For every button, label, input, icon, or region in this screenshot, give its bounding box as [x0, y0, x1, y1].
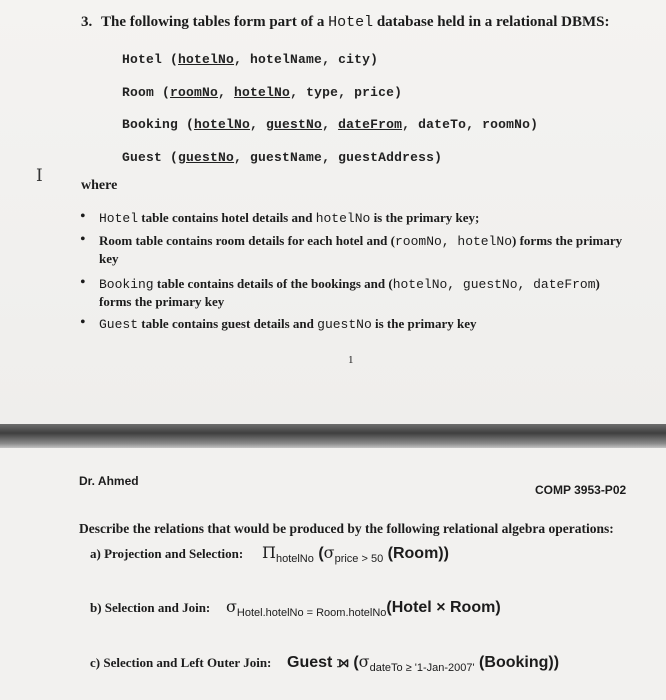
bullet-segment: guestNo	[317, 317, 372, 332]
schema-hotel	[122, 52, 378, 67]
schema-separator: ,	[290, 85, 307, 100]
algebra-item-label: b) Selection and Join:	[90, 600, 211, 615]
schema-table-name: Hotel (	[122, 52, 179, 67]
schema-separator: ,	[322, 117, 339, 132]
expr-subscript: dateTo ≥ '1-Jan-2007'	[369, 662, 475, 674]
bullet-dot: •	[80, 314, 86, 331]
bullet-line	[99, 294, 224, 310]
header-author: Dr. Ahmed	[79, 474, 139, 488]
bullet-segment: Guest	[99, 317, 139, 332]
bullet-segment: hotelNo	[315, 211, 371, 226]
question-number: 3.	[81, 14, 93, 30]
bullet-segment: table contains guest details and	[138, 316, 318, 331]
schema-attribute: type	[306, 85, 339, 100]
algebra-expression	[287, 652, 559, 672]
expr-subscript: price > 50	[334, 553, 384, 565]
bullet-dot: •	[80, 231, 86, 248]
schema-separator: )	[434, 150, 443, 165]
schema-attribute: hotelName	[250, 52, 323, 67]
expr-subscript: Hotel.hotelNo = Room.hotelNo	[236, 607, 387, 619]
bullet-segment: Room table contains room details for each hotel and (	[99, 233, 395, 248]
schema-attribute: price	[354, 85, 395, 100]
bullet-dot: •	[80, 274, 86, 291]
bullet-segment: )	[595, 276, 600, 291]
bullet-segment: table contains hotel details and	[138, 210, 316, 225]
expr-operator: σ	[358, 652, 370, 671]
question-text-after: database held in a relational DBMS:	[376, 14, 610, 30]
schema-separator: )	[370, 52, 379, 67]
bullet-dot: •	[80, 208, 86, 225]
schema-separator: ,	[466, 117, 483, 132]
question-text	[101, 14, 610, 31]
schema-table-name: Guest (	[122, 150, 179, 165]
expr-term: (Booking))	[474, 654, 560, 671]
expr-term: (	[313, 545, 324, 562]
expr-operator: σ	[323, 543, 335, 562]
schema-attribute: roomNo	[170, 85, 219, 100]
bullet-segment: is the primary key;	[370, 210, 480, 225]
schema-table-name: Room (	[122, 85, 171, 100]
bullet-segment: is the primary key	[371, 316, 477, 331]
schema-room	[122, 85, 402, 100]
expr-term: (Room))	[383, 545, 449, 562]
schema-attribute: guestName	[250, 150, 323, 165]
algebra-item-label: c) Selection and Left Outer Join:	[90, 655, 272, 670]
bullet-segment: hotelNo, guestNo, dateFrom	[392, 277, 596, 292]
bullet-line	[99, 251, 119, 267]
schema-separator: ,	[402, 117, 419, 132]
expr-term: (Hotel × Room)	[386, 599, 501, 616]
schema-separator: ,	[250, 117, 267, 132]
bullet-segment: key	[99, 251, 119, 266]
schema-separator: )	[530, 117, 539, 132]
bullet-segment: forms the primary key	[99, 294, 225, 309]
bullet-segment: table contains details of the bookings and (	[153, 276, 393, 291]
bullet-line	[99, 276, 600, 292]
algebra-expression	[226, 597, 501, 617]
schema-separator: )	[394, 85, 403, 100]
schema-attribute: hotelNo	[234, 85, 291, 100]
expr-operator: σ	[226, 597, 237, 616]
bullet-segment: Hotel	[99, 211, 139, 226]
algebra-expression	[262, 543, 449, 563]
schema-attribute: dateFrom	[338, 117, 403, 132]
schema-separator: ,	[234, 150, 251, 165]
expr-term: Guest ⟕ (	[287, 654, 359, 671]
schema-separator: ,	[234, 52, 251, 67]
schema-booking	[122, 117, 538, 132]
schema-separator: ,	[218, 85, 235, 100]
page-gap-shadow	[0, 424, 666, 450]
schema-attribute: roomNo	[482, 117, 531, 132]
schema-attribute: guestAddress	[338, 150, 435, 165]
schema-attribute: hotelNo	[194, 117, 251, 132]
expr-subscript: hotelNo	[275, 553, 314, 565]
question-text-before: The following tables form part of a	[101, 14, 325, 30]
bullet-line	[99, 210, 479, 226]
header-course: COMP 3953-P02	[535, 483, 627, 497]
bullet-line	[99, 316, 476, 332]
schema-attribute: city	[338, 52, 371, 67]
expr-operator: Π	[262, 543, 276, 562]
schema-attribute: guestNo	[266, 117, 323, 132]
bullet-segment: Booking	[99, 277, 154, 292]
schema-separator: ,	[322, 150, 339, 165]
algebra-item-label: a) Projection and Selection:	[90, 546, 244, 561]
schema-attribute: dateTo	[418, 117, 467, 132]
where-label: where	[81, 178, 118, 193]
bullet-segment: ) forms the primary	[512, 233, 623, 248]
schema-table-name: Booking (	[122, 117, 195, 132]
text-cursor-icon: I	[36, 166, 43, 186]
schema-attribute: hotelNo	[178, 52, 235, 67]
schema-separator: ,	[322, 52, 339, 67]
bullet-line	[99, 233, 622, 249]
question-code: Hotel	[328, 14, 374, 31]
schema-separator: ,	[338, 85, 355, 100]
schema-guest	[122, 150, 442, 165]
instruction-text: Describe the relations that would be produced by the following relational algebra operations:	[79, 521, 614, 536]
page-number: 1	[348, 354, 354, 366]
bullet-segment: roomNo, hotelNo	[394, 234, 513, 249]
schema-attribute: guestNo	[178, 150, 235, 165]
